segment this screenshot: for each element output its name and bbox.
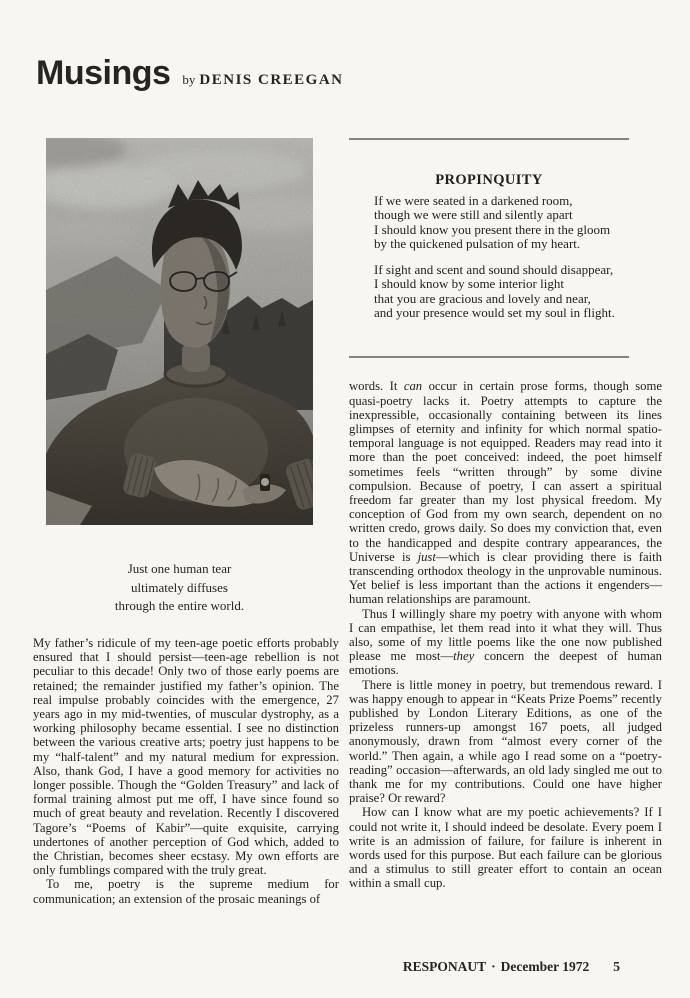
caption-line: through the entire world. xyxy=(114,598,245,613)
author-name: DENIS CREEGAN xyxy=(199,72,344,88)
caption-line: ultimately diffuses xyxy=(131,579,228,595)
poem-stanza xyxy=(374,263,629,320)
portrait-photo-illustration xyxy=(46,138,313,525)
body-paragraph: words. It can occur in certain prose forms, though some quasi-poetry lacks it. Poetry attempts to capture the inexpressible, occasionally containing between its lines glimpses of eternity and infinity for which normal spatio-temporal language is not equipped. Readers may read into it more than the poet conceived: indeed, the poet himself sometimes feels “written through” by some divine compulsion. Because of poetry, I can assert a spiritual freedom far greater than my lost physical freedom. My conception of God from my own search, dependent on no written credo, grows daily. So does my conviction that, even to the handicapped and despite contrary appearances, the Universe is just—which is clear providing there is faith transcending orthodox theology in the unprovable numinous. Yet belief is less important than the actions it engenders—human relationships are paramount. xyxy=(349,379,663,607)
magazine-name: RESPONAUT xyxy=(402,959,487,974)
article-title: Musings xyxy=(36,54,171,92)
body-paragraph: Thus I willingly share my poetry with anyone with whom I can empathise, let them read into it what they will. Thus also, some of my little poems like the one now published please me most—they concern the deepest of human emotions. xyxy=(349,606,662,678)
poem-line: and your presence would set my soul in flight. xyxy=(374,305,615,321)
footer-separator: · xyxy=(491,959,496,974)
poem-line: that you are gracious and lovely and near, xyxy=(374,290,591,306)
poem-line: by the quickened pulsation of my heart. xyxy=(374,235,581,251)
poem-line: I should know by some interior light xyxy=(374,276,564,292)
poem-line: though we were still and silently apart xyxy=(374,207,573,223)
page-number: 5 xyxy=(613,959,620,974)
photo-caption xyxy=(46,560,313,616)
bottom-rule xyxy=(349,356,629,358)
article-header xyxy=(36,54,344,93)
byline-prefix: by xyxy=(182,72,196,87)
body-paragraph: My father’s ridicule of my teen-age poetic efforts probably ensured that I should persist—teen-age rebellion is not peculiar to this decade! Only two of those early poems are retained; the remainder justified my father’s opinion. The real impulse probably coincides with the emergence, 27 years ago in my mid-twenties, of muscular dystrophy, as a working philosophy became essential. I see no distinction between the various creative arts; poetry just happens to be my “half-talent” and my natural medium for expression. Also, thank God, I have a good memory for activities no longer possible. Though the “Golden Treasury” and lack of formal training almost put me off, I have since found so much of great beauty and revelation. Recently I discovered Tagore’s “Poems of Kabir”—quite exquisite, carrying undertones of another perception of God which, added to the Christian, becomes sheer ecstasy. My own efforts are only fumblings compared with the truly great. xyxy=(33,636,339,878)
poem-stanza xyxy=(374,194,629,251)
portrait-photo xyxy=(46,138,313,525)
top-rule xyxy=(349,138,629,140)
poem-box xyxy=(349,140,629,356)
caption-line: Just one human tear xyxy=(127,561,232,576)
body-paragraph: To me, poetry is the supreme medium for communication; an extension of the prosaic meanings of xyxy=(33,877,339,906)
right-column-text xyxy=(349,379,662,890)
left-column xyxy=(33,636,339,906)
body-paragraph: There is little money in poetry, but tremendous reward. I was happy enough to appear in “Keats Prize Poems” recently published by London Literary Editions, as one of the prizeless runners-up amongst 167 poets, all judged anonymously, drawn from “almost every corner of the world.” Then again, a while ago I read some on a “poetry-reading” occasion—afterwards, an old lady singled me out to thank me for my contributions. Could one have higher praise? Or reward? xyxy=(349,677,662,806)
issue-date: December 1972 xyxy=(500,959,590,974)
poem-title: PROPINQUITY xyxy=(435,172,543,188)
body-paragraph: How can I know what are my poetic achievements? If I could not write it, I should indeed be desolate. Every poem I write is an admission of failure, for failure is inherent in words used for this purpose. But each failure can be glorious and a stimulus to still greater effort to contain an ocean within a small cup. xyxy=(349,805,662,891)
poem-line: If sight and scent and sound should disappear, xyxy=(374,262,614,278)
poem-line: I should know you present there in the gloom xyxy=(374,221,611,237)
page-footer xyxy=(403,959,620,975)
byline xyxy=(182,72,343,89)
poem-line: If we were seated in a darkened room, xyxy=(374,193,573,208)
right-column xyxy=(349,138,662,891)
poem-body xyxy=(349,194,629,320)
